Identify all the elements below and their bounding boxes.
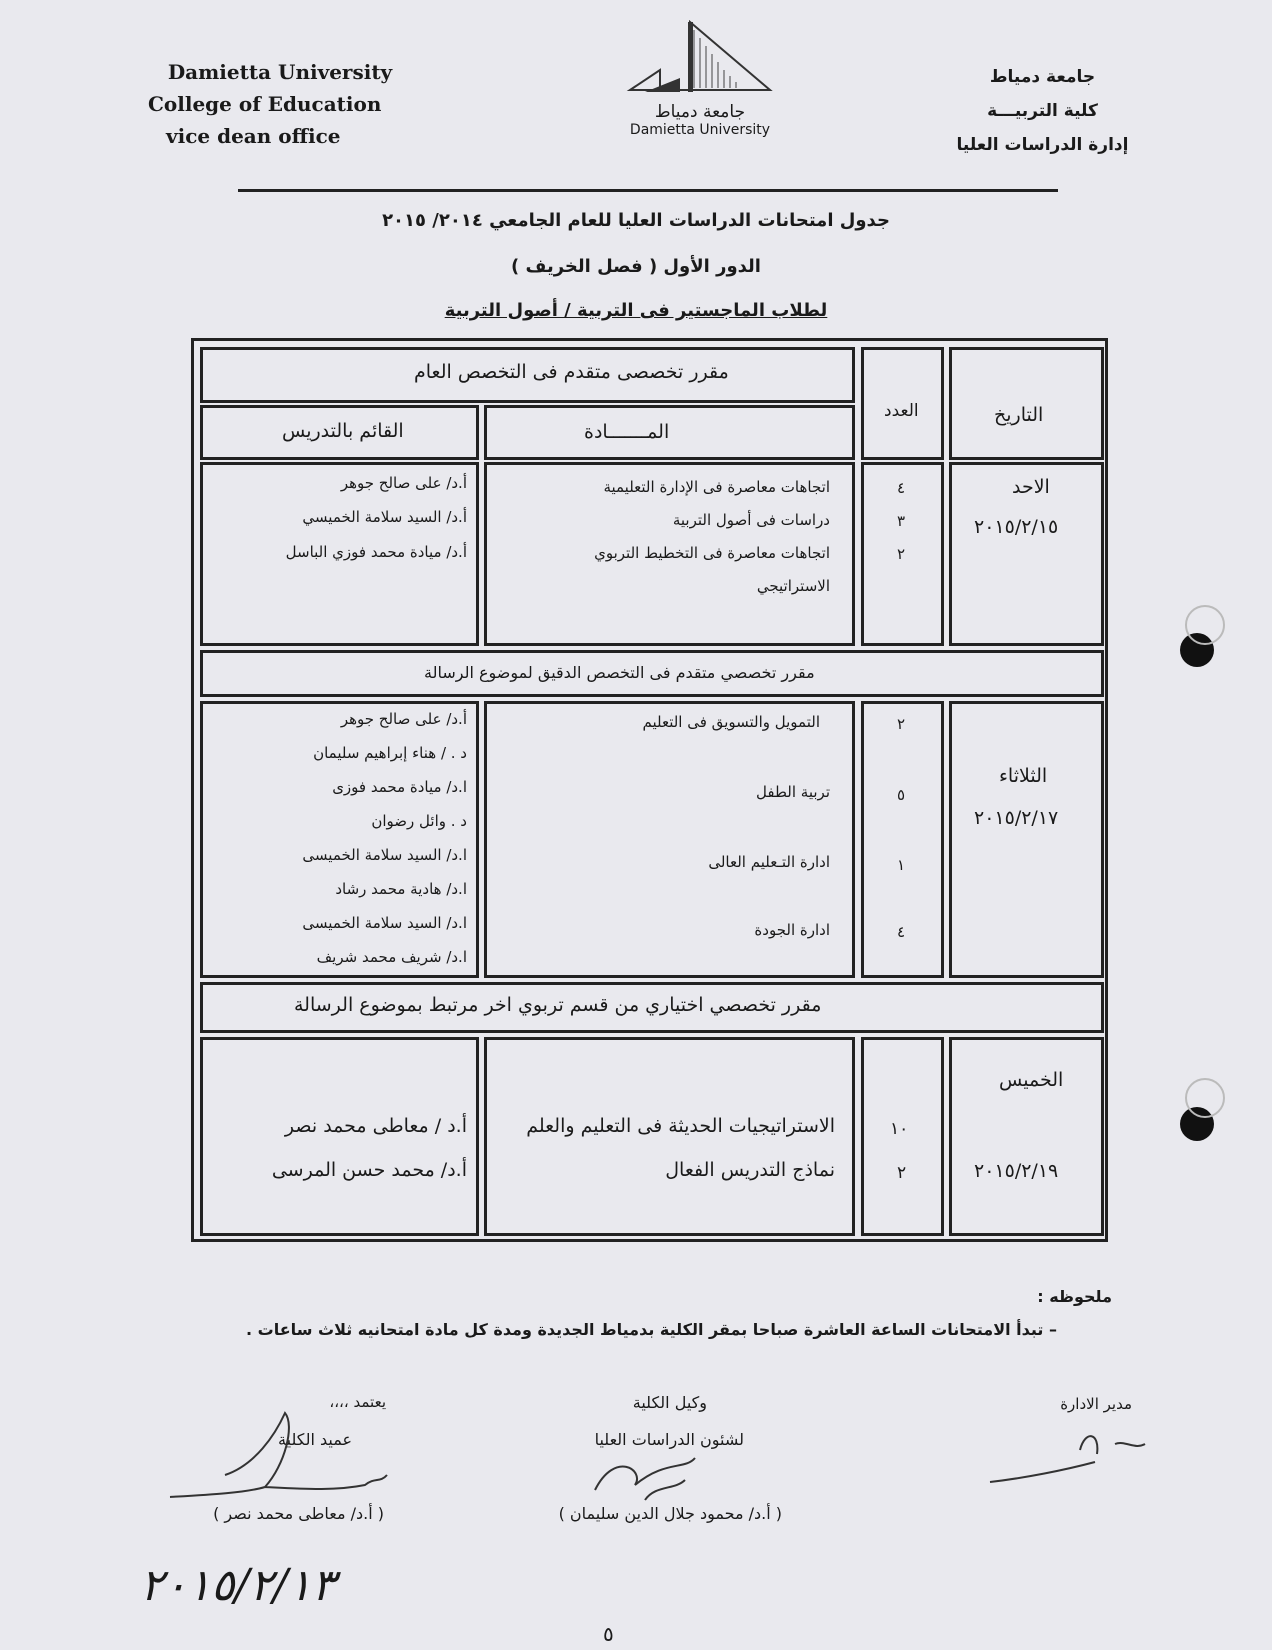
section3-subject: نماذج التدريس الفعال [665, 1159, 835, 1181]
section1-count: ٣ [897, 512, 906, 530]
section1-subject: دراسات فى أصول التربية [672, 511, 830, 529]
section2-subject: تربية الطفل [756, 783, 830, 801]
section2-count: ٢ [897, 715, 906, 733]
notes-label: ملحوظه : [1037, 1287, 1112, 1306]
section2-subject: ادارة التـعليم العالى [708, 853, 830, 871]
section2-teacher: أ.د/ على صالح جوهر [340, 710, 467, 728]
section2-subject: التمويل والتسويق فى التعليم [642, 713, 820, 731]
schedule-program: لطلاب الماجستير فى التربية / أصول التربية [444, 300, 828, 321]
page-number: ٥ [603, 1622, 614, 1646]
section1-subject: اتجاهات معاصرة فى التخطيط التربوي [594, 544, 830, 562]
section2-teacher: ا.د/ السيد سلامة الخميسى [302, 846, 467, 864]
section2-teacher: ا.د/ شريف محمد شريف [316, 948, 467, 966]
count-header: العدد [884, 401, 919, 421]
section3-day: الخميس [999, 1069, 1064, 1091]
subject-header-cell [484, 405, 855, 460]
section2-teacher-cell [200, 701, 479, 978]
logo-arabic-text: جامعة دمياط [654, 102, 746, 122]
section3-date-cell [949, 1037, 1104, 1236]
dean-approve: يعتمد ،،،، [329, 1393, 386, 1411]
vice-dean-subtitle: لشئون الدراسات العليا [594, 1430, 744, 1449]
punch-hole-ring-icon [1185, 1078, 1225, 1118]
section3-heading: مقرر تخصصي اختياري من قسم تربوي اخر مرتبط بموضوع الرسالة [294, 994, 822, 1016]
punch-hole-ring-icon [1185, 605, 1225, 645]
office-name-en: vice dean office [166, 124, 341, 148]
handwritten-date: ٢٠١٥/٢/١٣ [140, 1560, 336, 1611]
section2-count: ٥ [897, 786, 906, 804]
section1-subject: الاستراتيجي [756, 577, 830, 595]
dean-name: ( أ.د/ معاطى محمد نصر ) [213, 1504, 384, 1523]
section2-heading: مقرر تخصصي متقدم فى التخصص الدقيق لموضوع الرسالة [424, 663, 815, 682]
section2-subject: ادارة الجودة [754, 921, 830, 939]
section1-day: الاحد [1012, 476, 1050, 498]
section3-date: ٢٠١٥/٢/١٩ [974, 1160, 1059, 1182]
section1-date: ٢٠١٥/٢/١٥ [974, 516, 1059, 538]
section1-subject: اتجاهات معاصرة فى الإدارة التعليمية [603, 478, 830, 496]
admin-title: مدير الادارة [1060, 1395, 1132, 1413]
schedule-subtitle: الدور الأول ( فصل الخريف ) [511, 256, 761, 277]
section3-teacher: أ.د / معاطى محمد نصر [284, 1115, 467, 1137]
teacher-header: القائم بالتدريس [282, 420, 404, 442]
university-name-ar: جامعة دمياط [989, 67, 1096, 87]
section2-teacher: د . وائل رضوان [371, 812, 467, 830]
section2-teacher: ا.د/ السيد سلامة الخميسى [302, 914, 467, 932]
section3-count: ١٠ [890, 1119, 909, 1139]
college-name-ar: كلية التربيـــة [987, 101, 1098, 121]
logo-english-text: Damietta University [629, 122, 771, 138]
section2-teacher: د . / هناء إبراهيم سليمان [313, 744, 467, 762]
section2-day: الثلاثاء [999, 765, 1048, 787]
dean-signature-icon [165, 1405, 395, 1505]
date-header: التاريخ [994, 404, 1044, 426]
section2-date: ٢٠١٥/٢/١٧ [974, 807, 1059, 829]
section2-date-cell [949, 701, 1104, 978]
notes-text: – تبدأ الامتحانات الساعة العاشرة صباحا بمقر الكلية بدمياط الجديدة ومدة كل مادة امتحانيه ثلاث ساعات . [246, 1320, 1057, 1339]
admin-signature-icon [985, 1420, 1155, 1490]
section3-teacher: أ.د/ محمد حسن المرسى [271, 1159, 467, 1181]
university-name-en: Damietta University [167, 60, 393, 84]
exam-table [191, 338, 1108, 1242]
dean-title: عميد الكلية [278, 1430, 352, 1449]
header-divider [238, 189, 1058, 192]
header-right [940, 60, 1145, 162]
college-name-en: College of Education [148, 92, 382, 116]
subject-header: المـــــــادة [584, 421, 670, 443]
university-logo [620, 20, 780, 145]
section2-teacher: ا.د/ ميادة محمد فوزى [332, 778, 467, 796]
section2-count: ١ [897, 856, 906, 874]
section3-subject: الاستراتيجيات الحديثة فى التعليم والعلم [526, 1115, 835, 1137]
section1-teacher: أ.د/ السيد سلامة الخميسي [302, 508, 467, 526]
section3-count: ٢ [897, 1163, 907, 1183]
header-left [140, 56, 420, 152]
schedule-title: جدول امتحانات الدراسات العليا للعام الجامعي ٢٠١٤/ ٢٠١٥ [382, 210, 890, 231]
vice-dean-name: ( أ.د/ محمود جلال الدين سليمان ) [558, 1504, 782, 1523]
section2-teacher: ا.د/ هادية محمد رشاد [335, 880, 467, 898]
section1-teacher: أ.د/ على صالح جوهر [340, 474, 467, 492]
section1-heading: مقرر تخصصى متقدم فى التخصص العام [414, 361, 729, 383]
section1-count: ٤ [897, 479, 906, 497]
section1-count: ٢ [897, 545, 906, 563]
vice-dean-title: وكيل الكلية [632, 1393, 707, 1412]
vice-dean-signature-icon [575, 1430, 735, 1510]
department-name-ar: إدارة الدراسات العليا [956, 135, 1129, 155]
section2-count: ٤ [897, 923, 906, 941]
logo-icon [620, 20, 780, 100]
section1-teacher: أ.د/ ميادة محمد فوزي الباسل [285, 543, 467, 561]
